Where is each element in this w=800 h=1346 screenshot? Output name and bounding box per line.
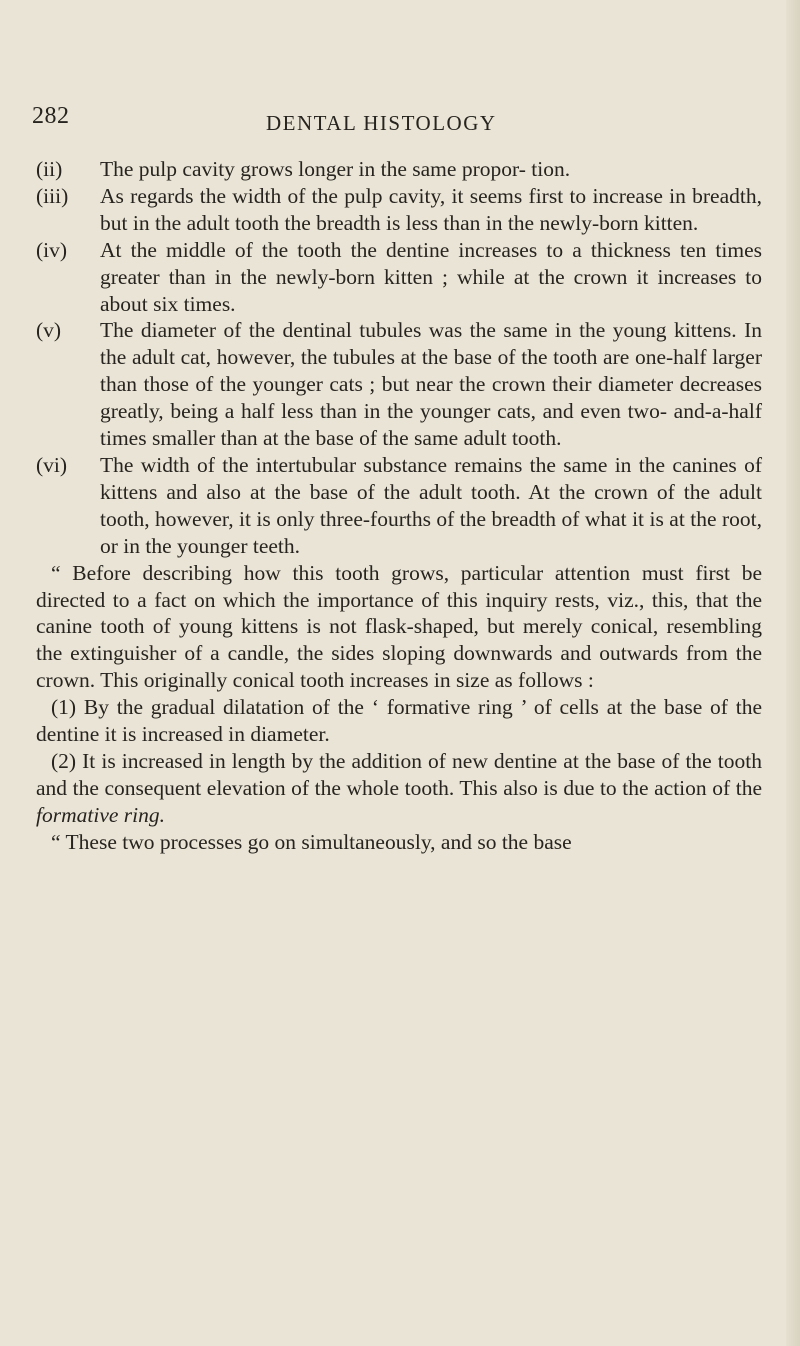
page-number: 282 (32, 103, 70, 129)
numbered-paragraph-2 (36, 748, 762, 829)
list-item-number: (v) (36, 318, 62, 343)
list-item-text: The pulp cavity grows longer in the same propor- tion. (100, 157, 571, 181)
body-text (36, 156, 762, 856)
formative-ring-italic: formative ring. (36, 802, 165, 827)
paragraph-quote-start: “ Before describing how this tooth grows, particular attention must first be directed to a fact on which the importance of this inquiry rests, viz., this, that the canine tooth of young kittens is not flask-shaped, but merely conical, resembling the extinguisher of a candle, the sides sloping downwards and outwards from the crown. This originally conical tooth increases in size as follows : (36, 560, 762, 693)
list-item-number: (ii) (36, 157, 63, 181)
list-item-number: (iii) (36, 183, 69, 208)
list-item (36, 183, 762, 237)
paragraph-final: “ These two processes go on simultaneously, and so the base (51, 829, 572, 854)
list-item-number: (vi) (36, 452, 68, 477)
page-edge-shadow (786, 0, 800, 1346)
list-item-text: At the middle of the tooth the dentine increases to a thickness ten times greater than in the newly-born kitten ; while at the crown it increases to about six times. (100, 237, 762, 316)
list-item (36, 317, 762, 452)
list-item (36, 237, 762, 318)
list-item-text: The width of the intertubular substance remains the same in the canines of kittens and also at the base of the adult tooth. At the crown of the adult tooth, however, it is only three-fourths of the breadth of what it is at the root, or in the younger teeth. (100, 452, 762, 558)
list-item (36, 156, 762, 183)
running-head: DENTAL HISTOLOGY (266, 111, 497, 135)
page-header (0, 103, 800, 143)
numbered-paragraph-2-text: (2) It is increased in length by the addition of new dentine at the base of the tooth and the consequent elevation of the whole tooth. This also is due to the action of the (36, 748, 762, 800)
list-item-number: (iv) (36, 237, 68, 262)
list-item (36, 452, 762, 560)
list-item-text: The diameter of the dentinal tubules was the same in the young kittens. In the adult cat, however, the tubules at the base of the tooth are one-half larger than those of the younger cats ; but near the crown their diameter decreases greatly, being a half less than in the younger cats, and even two- and-a-half times smaller than at the base of the same adult tooth. (100, 318, 762, 451)
list-item-text: As regards the width of the pulp cavity, it seems first to increase in breadth, but in the adult tooth the breadth is less than in the newly-born kitten. (100, 183, 762, 235)
numbered-paragraph-1: (1) By the gradual dilatation of the ‘ formative ring ’ of cells at the base of the dentine it is increased in diameter. (36, 695, 762, 747)
